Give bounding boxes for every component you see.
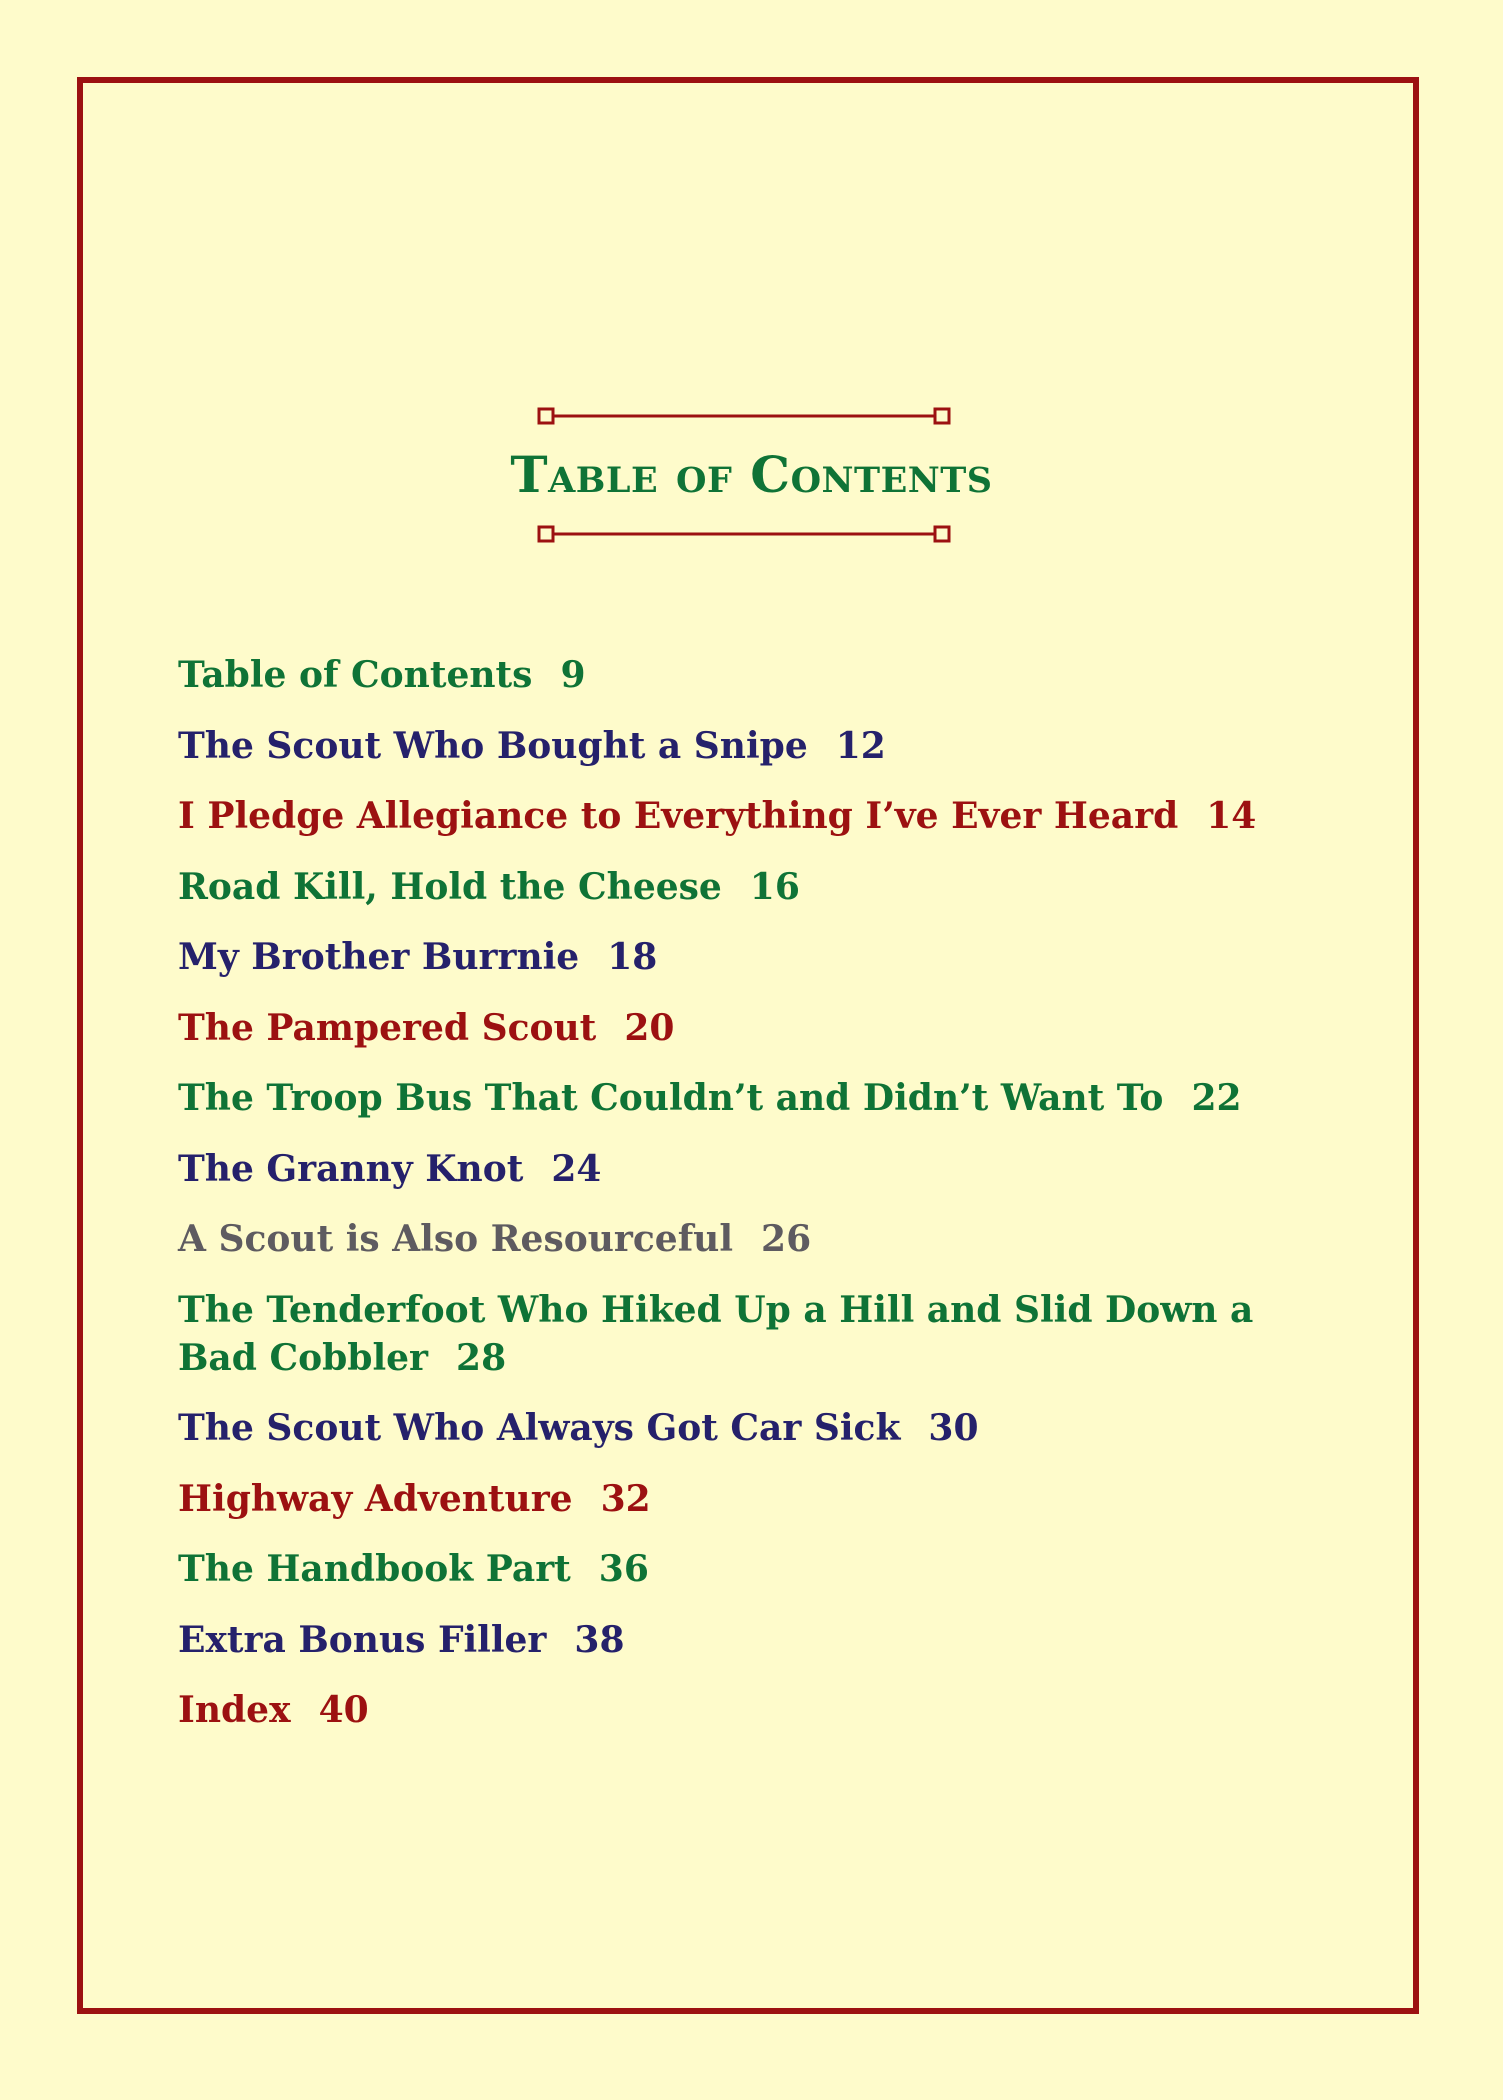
bottom-divider-ornament xyxy=(536,524,952,544)
toc-entry-page-number: 28 xyxy=(456,1336,507,1379)
top-divider-ornament xyxy=(536,406,952,426)
toc-entry-page-number: 30 xyxy=(928,1407,979,1449)
toc-entry-title: I Pledge Allegiance to Everything I’ve Ever Heard xyxy=(178,795,1179,837)
toc-entry[interactable] xyxy=(178,1545,1328,1593)
toc-entry-page-number: 9 xyxy=(560,654,586,696)
toc-entry-title: The Tenderfoot Who Hiked Up a Hill and Slid Down a Bad Cobbler xyxy=(178,1288,1254,1379)
toc-entry-title: The Scout Who Bought a Snipe xyxy=(178,724,808,767)
toc-entry-title: My Brother Burrnie xyxy=(178,936,580,978)
toc-entry-page-number: 16 xyxy=(749,865,800,908)
table-of-contents-list xyxy=(178,651,1328,1757)
toc-entry-page-number: 24 xyxy=(551,1147,602,1190)
toc-entry-title: The Scout Who Always Got Car Sick xyxy=(178,1407,901,1449)
toc-entry-page-number: 18 xyxy=(607,936,658,978)
toc-entry-title: Road Kill, Hold the Cheese xyxy=(178,865,722,908)
toc-entry[interactable] xyxy=(178,863,1328,911)
toc-entry-page-number: 12 xyxy=(835,724,886,767)
toc-entry[interactable] xyxy=(178,1616,1328,1664)
toc-entry-title: The Granny Knot xyxy=(178,1147,524,1190)
toc-entry-page-number: 14 xyxy=(1206,795,1257,837)
toc-entry-title: Highway Adventure xyxy=(178,1477,573,1520)
toc-entry-title: Table of Contents xyxy=(178,654,533,696)
toc-entry[interactable] xyxy=(178,722,1328,770)
toc-entry[interactable] xyxy=(178,1004,1328,1052)
toc-entry[interactable] xyxy=(178,933,1328,981)
toc-entry[interactable] xyxy=(178,1145,1328,1193)
toc-entry-page-number: 22 xyxy=(1191,1077,1242,1119)
toc-entry[interactable] xyxy=(178,1074,1328,1122)
toc-entry[interactable] xyxy=(178,792,1328,840)
page-title: Table of Contents xyxy=(510,445,993,504)
toc-entry[interactable] xyxy=(178,1475,1328,1523)
toc-entry-page-number: 40 xyxy=(318,1689,369,1731)
toc-entry[interactable] xyxy=(178,1404,1328,1452)
toc-entry-page-number: 38 xyxy=(574,1618,625,1661)
toc-entry-page-number: 36 xyxy=(598,1548,649,1590)
toc-entry-title: Extra Bonus Filler xyxy=(178,1618,547,1661)
toc-entry[interactable] xyxy=(178,1286,1328,1382)
toc-entry-page-number: 20 xyxy=(624,1006,675,1049)
toc-entry-page-number: 32 xyxy=(600,1477,651,1520)
toc-entry-title: The Troop Bus That Couldn’t and Didn’t Want To xyxy=(178,1077,1164,1119)
toc-entry[interactable] xyxy=(178,1215,1328,1263)
toc-entry-title: The Handbook Part xyxy=(178,1548,571,1590)
toc-entry-page-number: 26 xyxy=(761,1218,812,1260)
toc-entry-title: The Pampered Scout xyxy=(178,1006,597,1049)
toc-entry-title: Index xyxy=(178,1689,291,1731)
toc-entry-title: A Scout is Also Resourceful xyxy=(178,1218,734,1260)
toc-entry[interactable] xyxy=(178,1686,1328,1734)
toc-entry[interactable] xyxy=(178,651,1328,699)
